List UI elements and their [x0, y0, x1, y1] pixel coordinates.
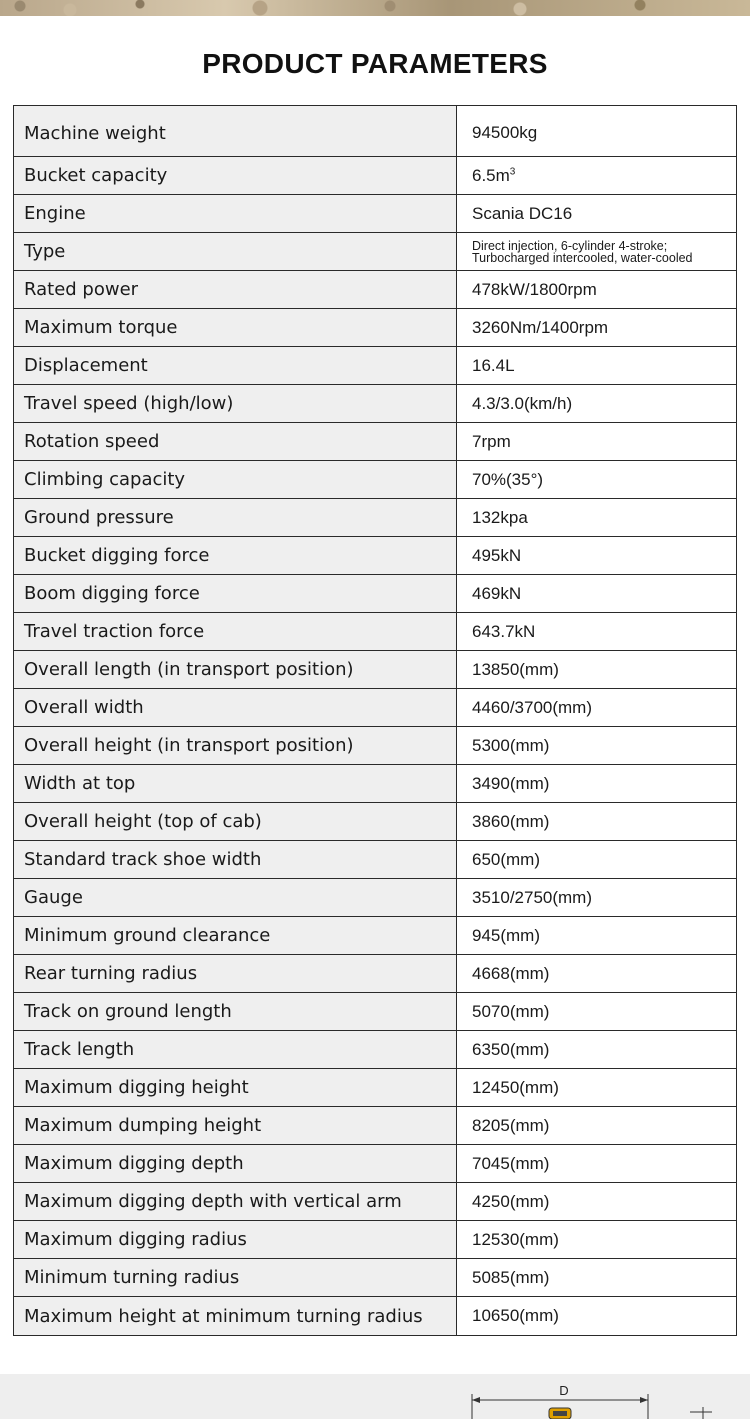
parameter-value-text: 495kN — [472, 545, 522, 565]
table-row — [14, 993, 737, 1031]
table-row — [14, 1069, 737, 1107]
table-row — [14, 955, 737, 993]
parameter-value — [457, 461, 737, 499]
parameter-value-text: 3490(mm) — [472, 773, 550, 793]
parameter-value — [457, 195, 737, 233]
table-row — [14, 575, 737, 613]
parameter-label: Machine weight — [14, 106, 457, 157]
parameter-label: Overall height (top of cab) — [14, 803, 457, 841]
parameter-value — [457, 575, 737, 613]
parameter-value-text: 3260Nm/1400rpm — [472, 317, 609, 337]
parameter-label: Overall height (in transport position) — [14, 727, 457, 765]
parameter-value-text: 70%(35°) — [472, 469, 544, 489]
parameter-label: Overall length (in transport position) — [14, 651, 457, 689]
parameter-label: Maximum dumping height — [14, 1107, 457, 1145]
arrow-left — [472, 1397, 480, 1403]
parameter-value-line: Turbocharged intercooled, water-cooled — [472, 250, 693, 265]
parameter-value — [457, 765, 737, 803]
table-row — [14, 1259, 737, 1297]
table-row — [14, 689, 737, 727]
parameter-label: Track length — [14, 1031, 457, 1069]
table-row — [14, 1031, 737, 1069]
parameter-value-text: 4460/3700(mm) — [472, 697, 593, 717]
parameter-value — [457, 157, 737, 195]
parameter-value-text: 10650(mm) — [472, 1306, 559, 1325]
parameter-value — [457, 1069, 737, 1107]
parameter-value — [457, 803, 737, 841]
page-title: PRODUCT PARAMETERS — [202, 48, 548, 79]
parameter-label: Track on ground length — [14, 993, 457, 1031]
parameter-label: Standard track shoe width — [14, 841, 457, 879]
parameter-value-line: Direct injection, 6-cylinder 4-stroke; — [472, 238, 668, 253]
parameter-value-text: 132kpa — [472, 507, 528, 527]
parameter-value — [457, 955, 737, 993]
parameter-value — [457, 1145, 737, 1183]
table-row — [14, 1221, 737, 1259]
table-row — [14, 917, 737, 955]
table-row — [14, 233, 737, 271]
parameter-label: Rear turning radius — [14, 955, 457, 993]
parameter-label: Displacement — [14, 347, 457, 385]
parameter-value — [457, 423, 737, 461]
parameter-value — [457, 1107, 737, 1145]
parameter-label: Engine — [14, 195, 457, 233]
dimension-diagram — [0, 1374, 750, 1419]
parameter-value-text: 13850(mm) — [472, 659, 559, 679]
table-row — [14, 1107, 737, 1145]
parameter-value-text: 16.4L — [472, 355, 515, 375]
parameter-value — [457, 727, 737, 765]
parameter-label: Maximum digging depth with vertical arm — [14, 1183, 457, 1221]
parameter-label: Rated power — [14, 271, 457, 309]
parameter-value — [457, 1297, 737, 1336]
machine-window-shape — [553, 1411, 567, 1416]
parameter-label: Type — [14, 233, 457, 271]
parameter-value-text: 650(mm) — [472, 849, 541, 869]
parameter-value-text: 5085(mm) — [472, 1267, 550, 1287]
table-row — [14, 461, 737, 499]
table-row — [14, 765, 737, 803]
parameter-value-text: 4.3/3.0(km/h) — [472, 393, 573, 413]
parameter-label: Rotation speed — [14, 423, 457, 461]
table-row — [14, 1145, 737, 1183]
table-row — [14, 347, 737, 385]
parameter-value — [457, 993, 737, 1031]
parameter-value — [457, 841, 737, 879]
parameter-value — [457, 385, 737, 423]
table-row — [14, 841, 737, 879]
parameter-value — [457, 651, 737, 689]
parameter-label: Maximum digging depth — [14, 1145, 457, 1183]
superscript: 3 — [509, 165, 516, 177]
parameter-value-text: 945(mm) — [472, 925, 541, 945]
parameter-value — [457, 271, 737, 309]
parameter-label: Climbing capacity — [14, 461, 457, 499]
parameter-value — [457, 499, 737, 537]
parameter-value-text: 3510/2750(mm) — [472, 887, 593, 907]
parameter-label: Minimum ground clearance — [14, 917, 457, 955]
parameter-value — [457, 917, 737, 955]
parameter-value — [457, 879, 737, 917]
parameter-value-text: 4668(mm) — [472, 963, 550, 983]
parameter-label: Minimum turning radius — [14, 1259, 457, 1297]
parameter-value — [457, 106, 737, 157]
table-row — [14, 106, 737, 157]
parameter-value — [457, 233, 737, 271]
parameter-value-text: 5300(mm) — [472, 735, 550, 755]
parameter-label: Maximum digging radius — [14, 1221, 457, 1259]
parameter-value — [457, 1183, 737, 1221]
parameter-value-text: 643.7kN — [472, 621, 536, 641]
parameter-value — [457, 1031, 737, 1069]
arrow-right — [640, 1397, 648, 1403]
parameter-value-text: 7rpm — [472, 431, 511, 451]
table-row — [14, 271, 737, 309]
parameter-label: Overall width — [14, 689, 457, 727]
parameter-value — [457, 1221, 737, 1259]
parameter-value — [457, 347, 737, 385]
dimension-label-d: D — [559, 1383, 569, 1398]
parameter-label: Bucket digging force — [14, 537, 457, 575]
table-row — [14, 1183, 737, 1221]
parameter-value-text: Scania DC16 — [472, 203, 573, 223]
parameter-value-text: 469kN — [472, 583, 522, 603]
parameter-value — [457, 309, 737, 347]
parameter-label: Maximum digging height — [14, 1069, 457, 1107]
parameters-table-body — [14, 106, 737, 1336]
parameter-label: Ground pressure — [14, 499, 457, 537]
parameter-label: Width at top — [14, 765, 457, 803]
parameter-label: Travel speed (high/low) — [14, 385, 457, 423]
parameter-value-text: 7045(mm) — [472, 1153, 550, 1173]
parameter-value-text: 6.5m — [472, 165, 510, 185]
table-row — [14, 537, 737, 575]
table-row — [14, 613, 737, 651]
parameter-value-text: 5070(mm) — [472, 1001, 550, 1021]
parameter-label: Maximum torque — [14, 309, 457, 347]
parameter-label: Gauge — [14, 879, 457, 917]
table-row — [14, 651, 737, 689]
table-row — [14, 499, 737, 537]
parameter-value — [457, 1259, 737, 1297]
parameter-value-text: 12450(mm) — [472, 1077, 559, 1097]
parameter-value-text: 3860(mm) — [472, 811, 550, 831]
table-row — [14, 157, 737, 195]
parameters-table — [13, 105, 737, 1336]
table-row — [14, 385, 737, 423]
table-row — [14, 309, 737, 347]
parameter-value-text: 478kW/1800rpm — [472, 279, 597, 299]
parameter-value-text: 6350(mm) — [472, 1039, 550, 1059]
parameter-value-text: 8205(mm) — [472, 1115, 550, 1135]
table-row — [14, 195, 737, 233]
table-row — [14, 423, 737, 461]
parameter-label: Travel traction force — [14, 613, 457, 651]
table-row — [14, 1297, 737, 1336]
parameter-value-text: 4250(mm) — [472, 1191, 550, 1211]
table-row — [14, 727, 737, 765]
parameter-value — [457, 537, 737, 575]
parameter-label: Bucket capacity — [14, 157, 457, 195]
table-row — [14, 879, 737, 917]
header-photo-strip — [0, 0, 750, 16]
parameter-value — [457, 613, 737, 651]
parameter-value-text: 94500kg — [472, 123, 538, 142]
parameter-label: Maximum height at minimum turning radius — [14, 1297, 457, 1336]
parameter-value-text: 12530(mm) — [472, 1229, 559, 1249]
parameter-label: Boom digging force — [14, 575, 457, 613]
parameter-value — [457, 689, 737, 727]
table-row — [14, 803, 737, 841]
